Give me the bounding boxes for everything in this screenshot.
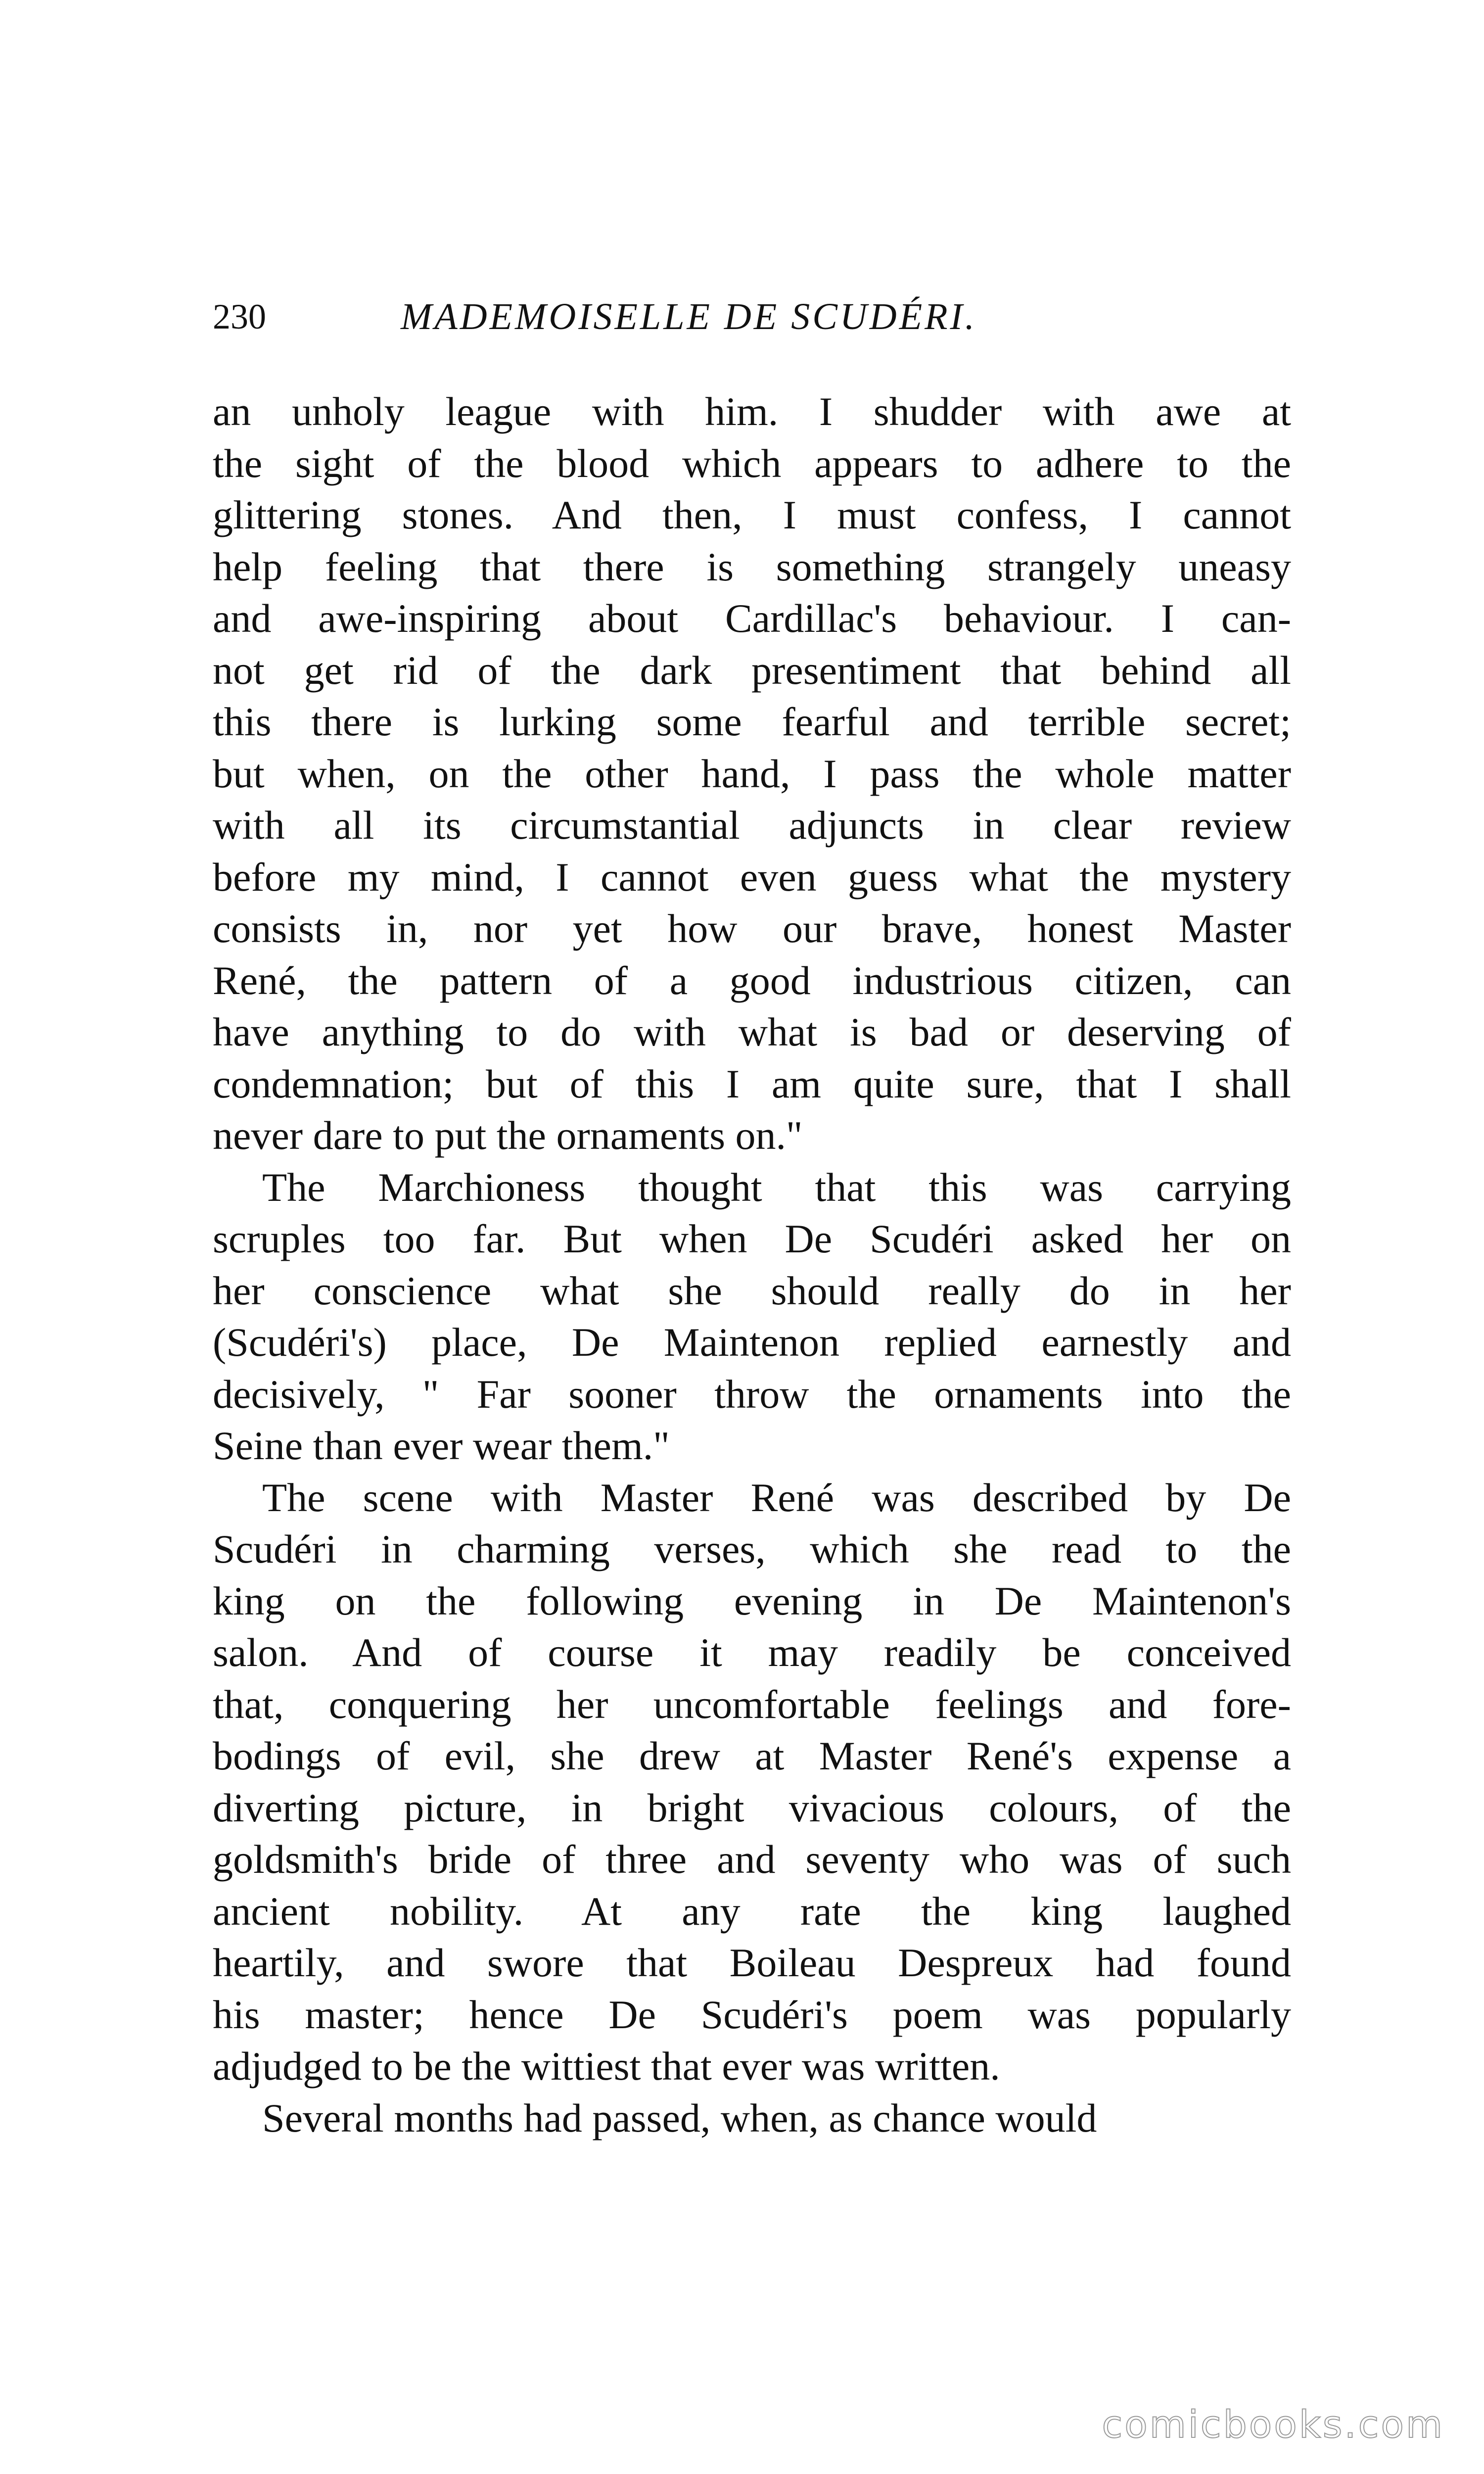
text-line: decisively, " Far sooner throw the ornaments into the	[213, 1371, 1291, 1417]
watermark: comicbooks.com	[1102, 2402, 1444, 2446]
text-line: an unholy league with him. I shudder with awe at	[213, 389, 1291, 434]
text-line: goldsmith's bride of three and seventy who was of such	[213, 1837, 1291, 1882]
text-line: ancient nobility. At any rate the king laughed	[213, 1888, 1291, 1934]
page-header	[213, 292, 1301, 341]
text-line: René, the pattern of a good industrious citizen, can	[213, 957, 1291, 1003]
text-line: his master; hence De Scudéri's poem was popularly	[213, 1992, 1291, 2037]
text-line: that, conquering her uncomfortable feelings and fore-	[213, 1681, 1291, 1727]
text-line: her conscience what she should really do in her	[213, 1268, 1291, 1313]
text-line: and awe-inspiring about Cardillac's behaviour. I can-	[213, 596, 1291, 641]
text-line: salon. And of course it may readily be conceived	[213, 1630, 1291, 1675]
page-number: 230	[213, 297, 266, 336]
text-line: help feeling that there is something strangely uneasy	[213, 544, 1291, 589]
text-line: the sight of the blood which appears to adhere to the	[213, 440, 1291, 486]
text-line: Scudéri in charming verses, which she read to the	[213, 1526, 1291, 1571]
text-line: Several months had passed, when, as chance would	[262, 2095, 1097, 2141]
paragraph	[213, 386, 1291, 1162]
paragraph	[213, 1472, 1291, 2093]
text-line: consists in, nor yet how our brave, honest Master	[213, 906, 1291, 951]
text-line: glittering stones. And then, I must confess, I cannot	[213, 492, 1291, 537]
running-title: MADEMOISELLE DE SCUDÉRI.	[401, 296, 977, 337]
text-line: diverting picture, in bright vivacious colours, of the	[213, 1785, 1291, 1830]
text-line: The scene with Master René was described by De	[262, 1475, 1291, 1520]
text-line: but when, on the other hand, I pass the whole matter	[213, 751, 1291, 796]
paragraph	[213, 1162, 1291, 1472]
text-line: king on the following evening in De Maintenon's	[213, 1578, 1291, 1623]
text-line: condemnation; but of this I am quite sure, that I shall	[213, 1061, 1291, 1106]
text-line: The Marchioness thought that this was carrying	[262, 1164, 1291, 1210]
text-line: adjudged to be the wittiest that ever was written.	[213, 2044, 1000, 2089]
text-line: Seine than ever wear them."	[213, 1423, 670, 1468]
body-text	[213, 386, 1291, 2144]
text-line: with all its circumstantial adjuncts in clear review	[213, 803, 1291, 848]
text-line: heartily, and swore that Boileau Despreux had found	[213, 1940, 1291, 1985]
text-line: bodings of evil, she drew at Master René's expense a	[213, 1733, 1291, 1778]
paragraph	[213, 2093, 1291, 2144]
text-line: have anything to do with what is bad or deserving of	[213, 1009, 1291, 1054]
text-line: before my mind, I cannot even guess what the mystery	[213, 854, 1291, 900]
text-line: this there is lurking some fearful and terrible secret;	[213, 699, 1291, 744]
text-line: scruples too far. But when De Scudéri asked her on	[213, 1216, 1291, 1261]
text-line: never dare to put the ornaments on."	[213, 1113, 803, 1158]
text-line: (Scudéri's) place, De Maintenon replied earnestly and	[213, 1320, 1291, 1365]
text-line: not get rid of the dark presentiment that behind all	[213, 647, 1291, 693]
